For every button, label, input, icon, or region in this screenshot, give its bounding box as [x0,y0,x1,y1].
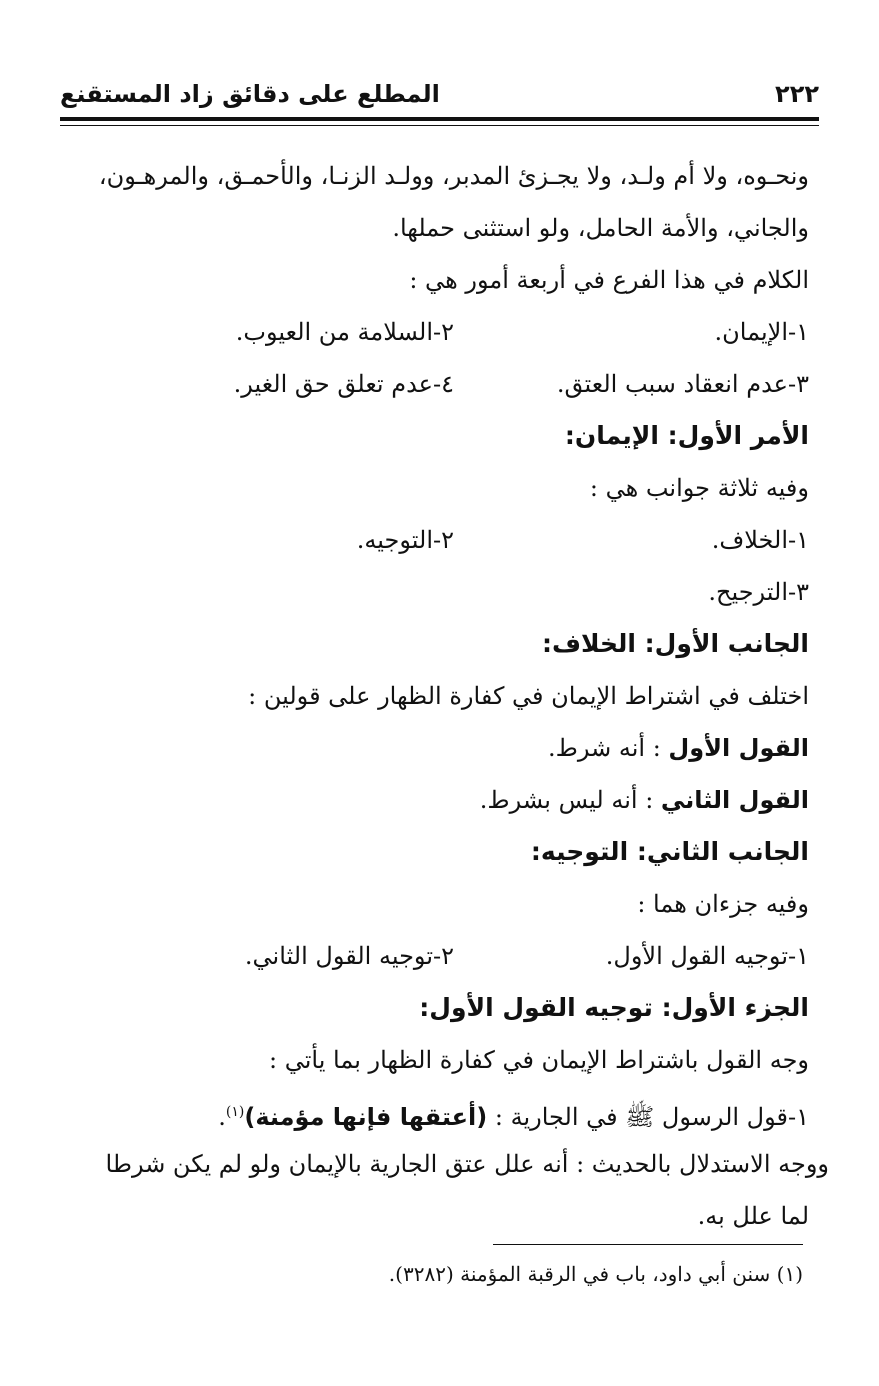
footnote: (١) سنن أبي داود، باب في الرقبة المؤمنة (٣٢٨٢). [388,1262,803,1286]
opinion-text: : أنه شرط. [548,734,661,762]
text-line: وجه القول باشتراط الإيمان في كفارة الظهار بما يأتي : [269,1046,809,1074]
hadith-line [60,1086,809,1138]
footnote-separator [493,1244,803,1245]
list-item: ١-الخلاف. [711,526,809,554]
text-line: والجاني، والأمة الحامل، ولو استثنى حملها. [392,214,809,242]
list-row [60,514,809,566]
hadith-intro: ١-قول الرسول ﷺ في الجارية : [494,1103,809,1131]
list-row [60,358,809,410]
text-line: وفيه جزءان هما : [637,890,809,918]
text-line: لما علل به. [697,1202,809,1230]
list-item: ٣-عدم انعقاد سبب العتق. [556,370,809,398]
header-rule-thick [60,117,819,121]
footnote-ref: (١) [225,1104,245,1120]
section-heading: الجزء الأول: توجيه القول الأول: [419,993,809,1022]
list-item: ٢-توجيه القول الثاني. [244,942,454,970]
opinion-label: القول الثاني [660,786,809,814]
running-header [60,80,819,116]
list-row [60,306,809,358]
list-item: ١-توجيه القول الأول. [605,942,809,970]
list-item: ٣-الترجيح. [708,578,809,606]
section-heading: الجانب الثاني: التوجيه: [530,837,809,866]
text-line: وفيه ثلاثة جوانب هي : [589,474,809,502]
opinion-line [60,774,809,826]
section-heading: الأمر الأول: الإيمان: [564,421,809,450]
page-body [60,150,829,1242]
book-title: المطلع على دقائق زاد المستقنع [60,80,440,108]
opinion-text: : أنه ليس بشرط. [479,786,654,814]
header-rule-thin [60,125,819,126]
list-item: ٤-عدم تعلق حق الغير. [233,370,454,398]
text-line: ونحـوه، ولا أم ولـد، ولا يجـزئ المدبر، وولـد الزنـا، والأحمـق، والمرهـون، [98,162,809,190]
period: . [218,1103,226,1131]
opinion-label: القول الأول [668,734,809,762]
text-line: ووجه الاستدلال بالحديث : أنه علل عتق الجارية بالإيمان ولو لم يكن شرطا [105,1150,829,1178]
list-row [60,930,809,982]
opinion-line [60,722,809,774]
list-item: ٢-التوجيه. [356,526,454,554]
section-heading: الجانب الأول: الخلاف: [541,629,809,658]
list-item: ١-الإيمان. [714,318,809,346]
hadith-quote: (أعتقها فإنها مؤمنة) [244,1103,488,1131]
list-item: ٢-السلامة من العيوب. [235,318,454,346]
text-line: اختلف في اشتراط الإيمان في كفارة الظهار على قولين : [248,682,809,710]
page-number: ٢٢٢ [775,80,819,108]
text-line: الكلام في هذا الفرع في أربعة أمور هي : [409,266,809,294]
